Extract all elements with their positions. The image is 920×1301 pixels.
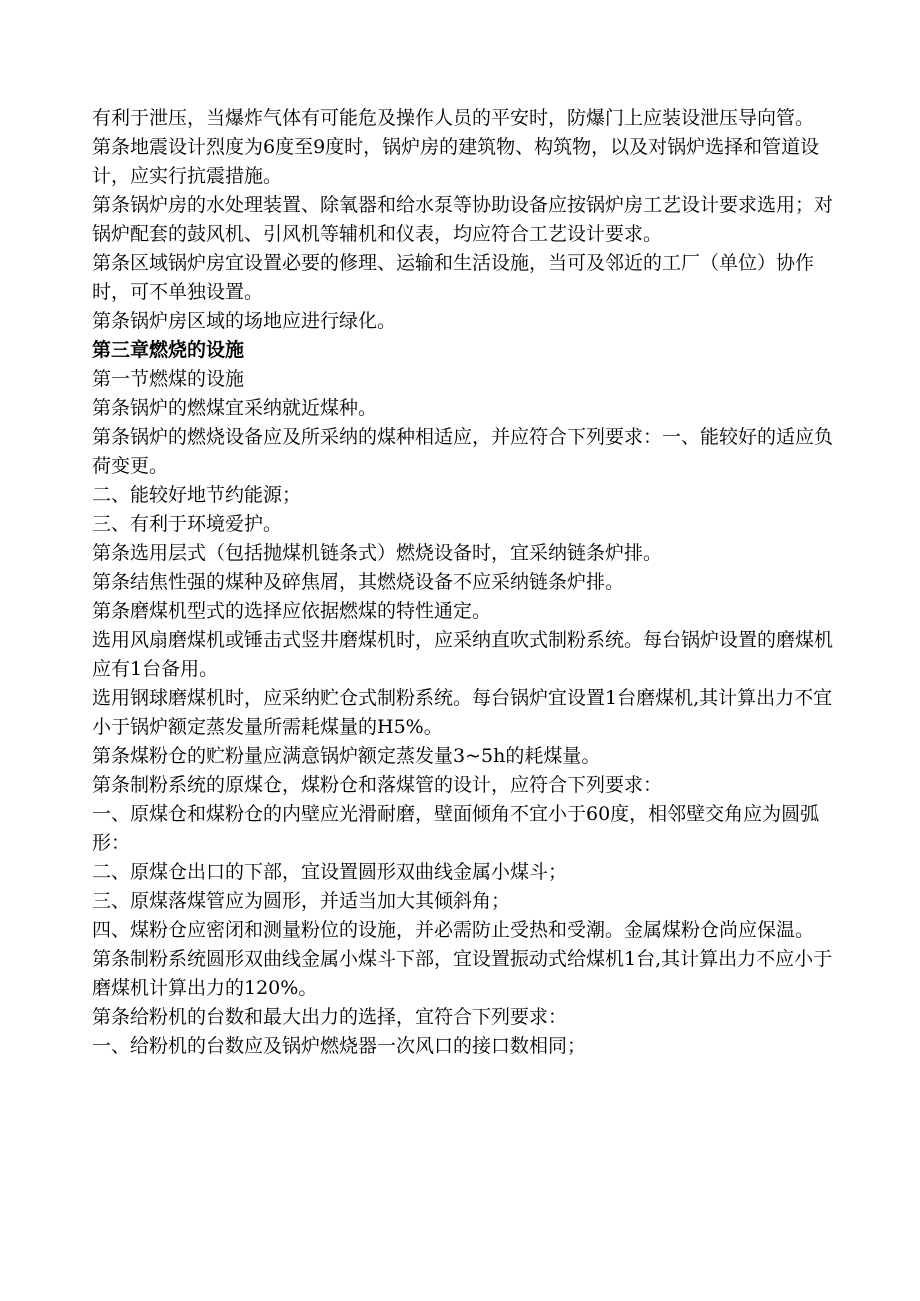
list-item: 三、有利于环境爱护。	[92, 513, 283, 535]
list-item: 四、煤粉仓应密闭和测量粉位的设施，并必需防止受热和受潮。金属煤粉仓尚应保温。	[92, 919, 815, 941]
paragraph: 第条给粉机的台数和最大出力的选择，宜符合下列要求：	[92, 1006, 568, 1028]
paragraph: 第条制粉系统圆形双曲线金属小煤斗下部，宜设置振动式给煤机1台,其计算出力不应小于磨煤机计算出力的120%。	[92, 948, 833, 999]
paragraph: 有利于泄压，当爆炸气体有可能危及操作人员的平安时，防爆门上应装设泄压导向管。	[92, 107, 815, 129]
paragraph: 第条磨煤机型式的选择应依据燃煤的特性通定。	[92, 600, 492, 622]
paragraph: 第条区域锅炉房宜设置必要的修理、运输和生活设施，当可及邻近的工厂（单位）协作时，可不单独设置。	[92, 252, 815, 303]
paragraph: 第条锅炉房区域的场地应进行绿化。	[92, 310, 397, 332]
list-item: 二、能较好地节约能源；	[92, 484, 302, 506]
paragraph: 第条锅炉的燃烧设备应及所采纳的煤种相适应，并应符合下列要求：一、能较好的适应负荷变更。	[92, 426, 834, 477]
list-item: 二、原煤仓出口的下部，宜设置圆形双曲线金属小煤斗；	[92, 861, 568, 883]
list-item: 三、原煤落煤管应为圆形，并适当加大其倾斜角；	[92, 890, 511, 912]
section-heading: 第一节燃煤的设施	[92, 368, 245, 390]
document-page	[92, 104, 842, 1061]
paragraph: 第条结焦性强的煤种及碎焦屑，其燃烧设备不应采纳链条炉排。	[92, 571, 625, 593]
paragraph: 第条选用层式（包括抛煤机链条式）燃烧设备时，宜采纳链条炉排。	[92, 542, 663, 564]
list-item: 一、原煤仓和煤粉仓的内壁应光滑耐磨，壁面倾角不宜小于60度，相邻壁交角应为圆弧形：	[92, 803, 820, 854]
chapter-heading: 第三章燃烧的设施	[92, 339, 245, 361]
paragraph: 选用风扇磨煤机或锤击式竖井磨煤机时，应采纳直吹式制粉系统。每台锅炉设置的磨煤机应有1台备用。	[92, 629, 834, 680]
list-item: 一、给粉机的台数应及锅炉燃烧器一次风口的接口数相同；	[92, 1035, 587, 1057]
paragraph: 第条地震设计烈度为6度至9度时，锅炉房的建筑物、构筑物，以及对锅炉选择和管道设计，应实行抗震措施。	[92, 136, 820, 187]
paragraph: 选用钢球磨煤机时，应采纳贮仓式制粉系统。每台锅炉宜设置1台磨煤机,其计算出力不宜小于锅炉额定蒸发量所需耗煤量的H5%。	[92, 687, 833, 738]
paragraph: 第条锅炉房的水处理装置、除氧器和给水泵等协助设备应按锅炉房工艺设计要求选用；对锅炉配套的鼓风机、引风机等辅机和仪表，均应符合工艺设计要求。	[92, 194, 834, 245]
paragraph: 第条锅炉的燃煤宜采纳就近煤种。	[92, 397, 378, 419]
paragraph: 第条制粉系统的原煤仓，煤粉仓和落煤管的设计，应符合下列要求：	[92, 774, 663, 796]
paragraph: 第条煤粉仓的贮粉量应满意锅炉额定蒸发量3~5h的耗煤量。	[92, 745, 601, 767]
